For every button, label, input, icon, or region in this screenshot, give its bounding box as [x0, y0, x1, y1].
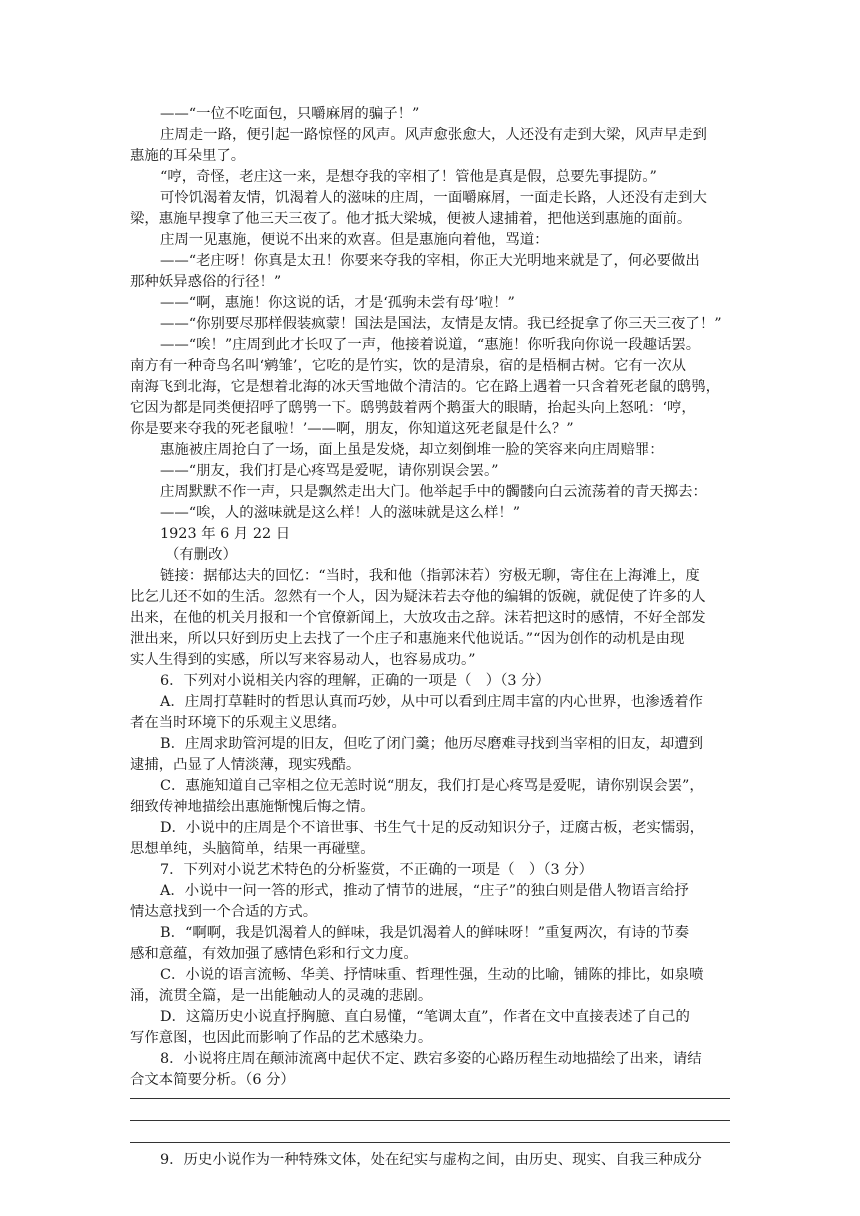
text-line: 庄周默默不作一声，只是飘然走出大门。他举起手中的髑髅向白云流荡着的青天掷去： [160, 484, 707, 500]
text-line: ——“唉，人的滋味就是这么样！人的滋味就是这么样！” [160, 505, 521, 521]
option-line: 逮捕，凸显了人情淡薄，现实残酷。 [130, 757, 361, 773]
text-line: 比乞儿还不如的生活。忽然有一个人，因为疑沫若去夺他的编辑的饭碗，就促使了许多的人 [130, 589, 706, 605]
option-line: 涌，流贯全篇，是一出能触动人的灵魂的悲剧。 [130, 988, 433, 1004]
text-line: 实人生得到的实感，所以写来容易动人，也容易成功。” [130, 652, 476, 668]
text-line: 你是要来夺我的死老鼠啦！’——啊，朋友，你知道这死老鼠是什么？” [130, 421, 574, 437]
text-line: “哼，奇怪，老庄这一来，是想夺我的宰相了！管他是真是假，总要先事提防。” [160, 169, 657, 185]
answer-line [130, 1098, 730, 1099]
text-line: 惠施的耳朵里了。 [130, 148, 246, 164]
option-line: D．小说中的庄周是个不谙世事、书生气十足的反动知识分子，迂腐古板，老实懦弱， [160, 820, 704, 836]
option-line: 写作意图，也因此而影响了作品的艺术感染力。 [130, 1030, 433, 1046]
text-line: 那种妖异惑俗的行径！” [130, 274, 282, 290]
answer-line [130, 1142, 730, 1143]
text-line: 庄周走一路，便引起一路惊怪的风声。风声愈张愈大，人还没有走到大梁，风声早走到 [160, 127, 707, 143]
text-line: 它因为都是同类便招呼了鸱鸮一下。鸱鸮鼓着两个鹅蛋大的眼睛，抬起头向上怒吼：‘哼， [130, 400, 696, 416]
text-line: 链接：据郁达夫的回忆：“当时，我和他（指郭沫若）穷极无聊，寄住在上海滩上，度 [160, 568, 700, 584]
question-8: 8．小说将庄周在颠沛流离中起伏不定、跌宕多姿的心路历程生动地描绘了出来，请结 [160, 1051, 702, 1067]
text-line: ——“老庄呀！你真是太丑！你要来夺我的宰相，你正大光明地来就是了，何必要做出 [160, 253, 700, 269]
question-6: 6．下列对小说相关内容的理解，正确的一项是（ ）（3 分） [160, 673, 550, 689]
option-line: 细致传神地描绘出惠施惭愧后悔之情。 [130, 799, 375, 815]
text-line: ——“朋友，我们打是心疼骂是爱呢，请你别误会罢。” [160, 463, 499, 479]
option-line: A．庄周打草鞋时的哲思认真而巧妙，从中可以看到庄周丰富的内心世界，也渗透着作 [160, 694, 703, 710]
option-line: 者在当时环境下的乐观主义思绪。 [130, 715, 346, 731]
text-line: ——“你别要尽那样假装疯蒙！国法是国法，友情是友情。我已经捉拿了你三天三夜了！” [160, 316, 722, 332]
question-9: 9．历史小说作为一种特殊文体，处在纪实与虚构之间，由历史、现实、自我三种成分 [160, 1152, 702, 1168]
text-line: 惠施被庄周抢白了一场，面上虽是发烧，却立刻倒堆一脸的笑容来向庄周赔罪： [160, 442, 664, 458]
text-line: 南方有一种奇鸟名叫‘鹓雏’，它吃的是竹实，饮的是清泉，宿的是梧桐古树。它有一次从 [130, 358, 686, 374]
option-line: 思想单纯，头脑简单，结果一再碰壁。 [130, 841, 375, 857]
text-line: 梁，惠施早搜拿了他三天三夜了。他才抵大梁城，便被人逮捕着，把他送到惠施的面前。 [130, 211, 692, 227]
option-line: B．“啊啊，我是饥渴着人的鲜味，我是饥渴着人的鲜味呀！”重复两次，有诗的节奏 [160, 925, 689, 941]
option-line: C．小说的语言流畅、华美、抒情味重、哲理性强，生动的比喻，铺陈的排比，如泉喷 [160, 967, 704, 983]
question-8-cont: 合文本简要分析。（6 分） [130, 1072, 295, 1088]
abridged-note: （有删改） [165, 547, 237, 563]
text-line: 庄周一见惠施，便说不出来的欢喜。但是惠施向着他，骂道： [160, 232, 549, 248]
option-line: B．庄周求助管河堤的旧友，但吃了闭门羹；他历尽磨难寻找到当宰相的旧友，却遭到 [160, 736, 704, 752]
date-line: 1923 年 6 月 22 日 [160, 526, 291, 542]
option-line: 情达意找到一个合适的方式。 [130, 904, 318, 920]
text-line: ——“唉！”庄周到此才长叹了一声，他接着说道，“惠施！你听我向你说一段趣话罢。 [160, 337, 701, 353]
option-line: A．小说中一问一答的形式，推动了情节的进展，“庄子”的独白则是借人物语言给抒 [160, 883, 689, 899]
option-line: 感和意蕴，有效加强了感情色彩和行文力度。 [130, 946, 418, 962]
option-line: C．惠施知道自己宰相之位无恙时说“朋友，我们打是心疼骂是爱呢，请你别误会罢”， [160, 778, 704, 794]
text-line: 泄出来，所以只好到历史上去找了一个庄子和惠施来代他说话。”“因为创作的动机是由现 [130, 631, 685, 647]
text-line: 南海飞到北海，它是想着北海的冰天雪地做个清洁的。它在路上遇着一只含着死老鼠的鸱鸮， [130, 379, 721, 395]
answer-line [130, 1120, 730, 1121]
option-line: D．这篇历史小说直抒胸臆、直白易懂，“笔调太直”，作者在文中直接表述了自己的 [160, 1009, 690, 1025]
text-line: 可怜饥渴着友情，饥渴着人的滋味的庄周，一面嚼麻屑，一面走长路，人还没有走到大 [160, 190, 707, 206]
text-line: 出来，在他的机关月报和一个官僚新闻上，大放攻击之辞。沫若把这时的感情，不好全部发 [130, 610, 706, 626]
text-line: ——“一位不吃面包，只嚼麻屑的骗子！” [160, 106, 420, 122]
question-7: 7．下列对小说艺术特色的分析鉴赏，不正确的一项是（ ）（3 分） [160, 862, 594, 878]
text-line: ——“啊，惠施！你这说的话，才是‘孤驹未尝有母’啦！” [160, 295, 515, 311]
